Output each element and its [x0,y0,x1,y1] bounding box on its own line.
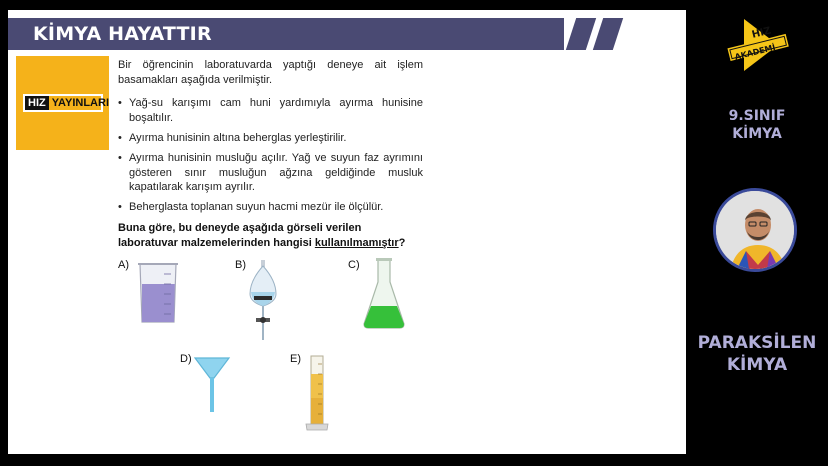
logo-hiz: HIZ [25,96,49,110]
step-item: • Beherglasta toplanan suyun hacmi mezür ile ölçülür. [118,201,384,213]
akademi-logo-top: HIZ [750,25,773,41]
hiz-akademi-logo [722,15,794,75]
header-title: KİMYA HAYATTIR [33,23,212,45]
publisher-logo [16,56,109,150]
erlenmeyer-flask-image[interactable] [362,258,406,330]
header-stripe [566,18,596,50]
question-intro: Bir öğrencinin laboratuvarda yaptığı deneye ait işlem basamakları aşağıda verilmiştir. [118,59,423,86]
glass-funnel-image[interactable] [193,356,231,414]
emphasis-word: kullanılmamıştır [314,236,399,249]
header-bar [8,18,564,50]
step-text: Beherglasta toplanan suyun hacmi mezür ile ölçülür. [129,201,384,213]
option-c-label[interactable]: C) [348,259,360,271]
graduated-cylinder-image[interactable] [305,354,329,432]
option-d-label[interactable]: D) [180,353,192,365]
separatory-funnel-image[interactable] [248,260,278,342]
step-item: • Yağ-su karışımı cam huni yardımıyla ayırma hunisine boşaltılır. [118,97,423,124]
option-a-label[interactable]: A) [118,259,129,271]
option-e-label[interactable]: E) [290,353,301,365]
brand-label: PARAKSİLEN KİMYA [697,333,817,375]
teacher-avatar [713,188,797,272]
step-text: Yağ-su karışımı cam huni yardımıyla ayırma hunisine boşaltılır. [129,97,423,124]
question-prompt: Buna göre, bu deneyde aşağıda görseli verilen laboratuvar malzemelerinden hangisi kullanılmamıştır? [118,222,406,249]
step-item: • Ayırma hunisinin altına beherglas yerleştirilir. [118,132,347,144]
step-text: Ayırma hunisinin altına beherglas yerleştirilir. [129,132,347,144]
course-label: 9.SINIF KİMYA [728,108,786,142]
step-item: • Ayırma hunisinin musluğu açılır. Yağ ve suyun faz ayrımını gösteren sınır musluğun ağzına geldiğinde musluk kapatılarak karışım ayrılır. [118,152,423,193]
beaker-image[interactable] [136,260,180,324]
logo-yayinlari: YAYINLARI [51,97,109,109]
akademi-logo-bottom: AKADEMİ [733,42,777,62]
option-b-label[interactable]: B) [235,259,246,271]
slide [8,10,686,454]
step-text: Ayırma hunisinin musluğu açılır. Yağ ve suyun faz ayrımını gösteren sınır musluğun ağzına geldiğinde musluk kapatılarak karışım ayrılır. [129,152,423,193]
header-stripe [593,18,623,50]
